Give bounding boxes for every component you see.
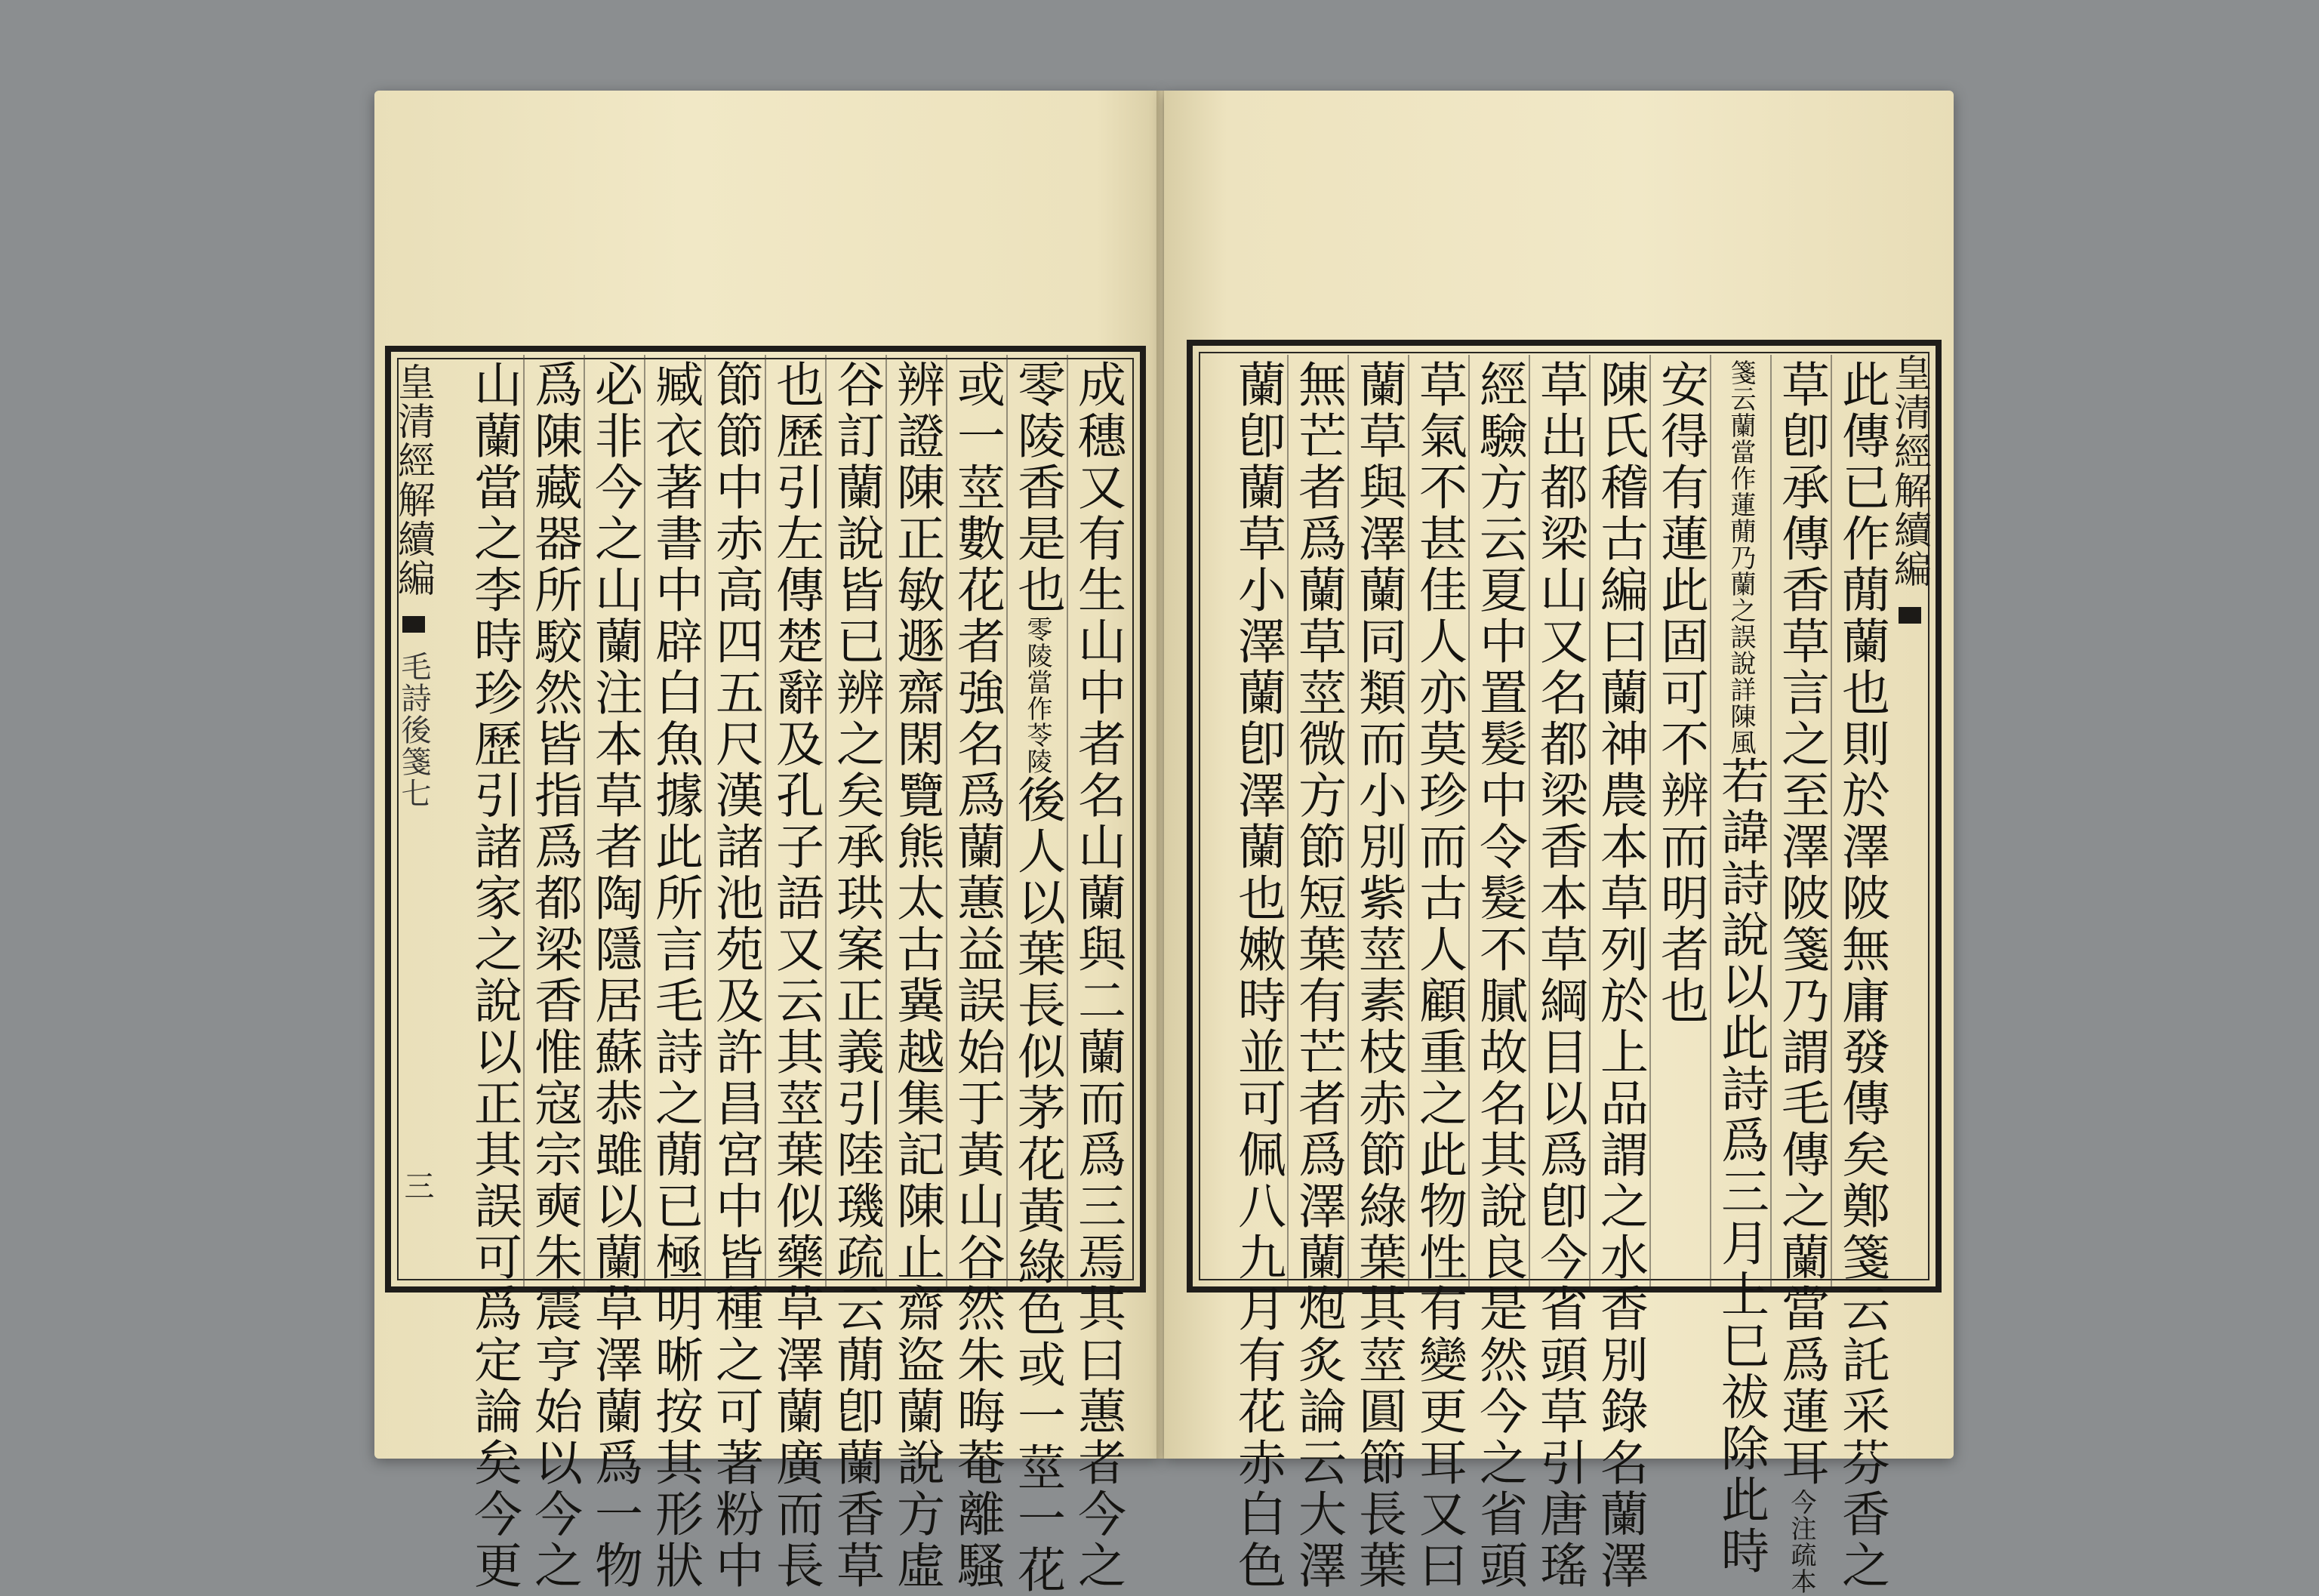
text-column [827,359,884,1591]
column-rule [1347,355,1349,1286]
column-text: 後人以葉長似茅花黃綠色或一莖一花 [1009,775,1065,1596]
text-column [1410,359,1467,1591]
text-column [1652,359,1708,1282]
column-rule [1006,355,1008,1286]
column-rule [1589,355,1591,1286]
column-rule [825,355,827,1286]
open-book [374,91,1954,1596]
text-column [767,359,824,1591]
column-text: 蘭卽蘭草小澤蘭卽澤蘭也嫩時並可佩八九月有花赤白色 [1230,359,1286,1591]
column-rule [1649,355,1651,1286]
right-margin-title [1889,353,1931,1282]
text-column [1833,359,1889,1591]
column-text: 經驗方云夏中置髮中令髮不膩故名其說良是然今之省頭 [1471,359,1527,1591]
text-column [1009,359,1065,1596]
text-column [1289,359,1346,1591]
left-margin-title [393,362,435,1276]
column-rule [1067,355,1068,1286]
text-column [707,359,763,1591]
column-text: 山蘭當之李時珍歷引諸家之說以正其誤可爲定論矣今更 [466,359,522,1591]
text-column [1712,359,1769,1577]
text-column [1350,359,1406,1591]
column-text: 若諱詩說以此詩爲三月上巳祓除此時 [1713,756,1769,1577]
column-text: 草卽承傳香草言之至澤陂箋乃謂毛傳之蘭當爲蓮耳 [1773,359,1829,1489]
column-text: 谷訂蘭說皆已辨之矣承珙案正義引陸璣疏云蕑卽蘭香草 [828,359,884,1591]
column-text: 無芒者爲蘭草莖微方節短葉有芒者爲澤蘭炮炙論云大澤 [1290,359,1346,1591]
text-column [1772,359,1829,1594]
column-rule [1287,355,1289,1286]
column-rule [1529,355,1530,1286]
column-text: 陳氏稽古編曰蘭神農本草列於上品謂之水香別錄名蘭澤 [1592,359,1648,1591]
text-column [948,359,1005,1591]
page-number: 三 [399,1170,434,1200]
interlinear-note: 箋云蘭當作蓮蕑乃蘭之誤說詳陳風 [1726,359,1756,756]
column-text: 草出都梁山又名都梁香本草綱目以爲卽今省頭草引唐瑤 [1532,359,1588,1591]
column-rule [1831,355,1832,1286]
text-column [1229,359,1286,1591]
column-rule [765,355,766,1286]
text-column [646,359,703,1591]
column-rule [1710,355,1711,1286]
text-column [465,359,522,1591]
text-column [525,359,582,1591]
text-column [888,359,944,1591]
text-column [1531,359,1588,1591]
column-text: 成穗又有生山中者名山蘭與二蘭而爲三焉其曰蕙者今之 [1070,359,1126,1591]
column-text: 辨證陳正敏遯齋閑覽熊太古冀越集記陳止齋盜蘭說方虛 [888,359,944,1591]
column-rule [1770,355,1772,1286]
column-rule [644,355,645,1286]
text-column [1591,359,1648,1591]
fish-tail-mark-icon [1899,607,1921,624]
text-column [1471,359,1527,1591]
right-page [1164,91,1954,1594]
column-text: 爲陳藏器所駮然皆指爲都梁香惟寇宗奭朱震亨始以今之 [526,359,582,1591]
margin-book-title: 皇清經解續編 [1888,353,1932,589]
interlinear-note: 今注疏本 [1786,1489,1816,1594]
left-page [374,91,1160,1596]
column-text: 臧衣著書中辟白魚據此所言毛詩之蕑已極明晰按其形狀 [647,359,703,1591]
column-text: 節節中赤高四五尺漢諸池苑及許昌宮中皆種之可著粉中 [707,359,763,1591]
column-text: 草氣不甚佳人亦莫珍而古人顧重之此物性有變更耳又曰 [1411,359,1467,1591]
column-rule [1408,355,1409,1286]
column-rule [704,355,706,1286]
column-text: 蘭草與澤蘭同類而小別紫莖素枝赤節綠葉其莖圓節長葉 [1350,359,1406,1591]
fish-tail-mark-icon [402,616,425,633]
text-column [586,359,642,1591]
margin-section-title: 毛詩後箋七 [396,650,431,809]
column-rule [523,355,525,1286]
column-rule [946,355,947,1286]
interlinear-note: 零陵當作苓陵 [1022,616,1052,775]
column-text: 必非今之山蘭注本草者陶隱居蘇恭雖以蘭草澤蘭爲一物 [587,359,642,1591]
column-text: 或一莖數花者強名爲蘭蕙益誤始于黃山谷然朱晦菴離騷 [949,359,1005,1591]
column-text: 也歷引左傳楚辭及孔子語又云其莖葉似藥草澤蘭廣而長 [768,359,824,1591]
column-rule [885,355,887,1286]
column-rule [1468,355,1470,1286]
column-rule [584,355,585,1286]
margin-book-title: 皇清經解續編 [392,362,436,598]
column-text: 安得有蓮此固可不辨而明者也 [1652,359,1708,1027]
column-text: 零陵香是也 [1009,359,1065,616]
column-text: 此傳已作蕑蘭也則於澤陂無庸發傳矣鄭箋云託采芬香之 [1834,359,1889,1591]
text-column [1069,359,1126,1591]
